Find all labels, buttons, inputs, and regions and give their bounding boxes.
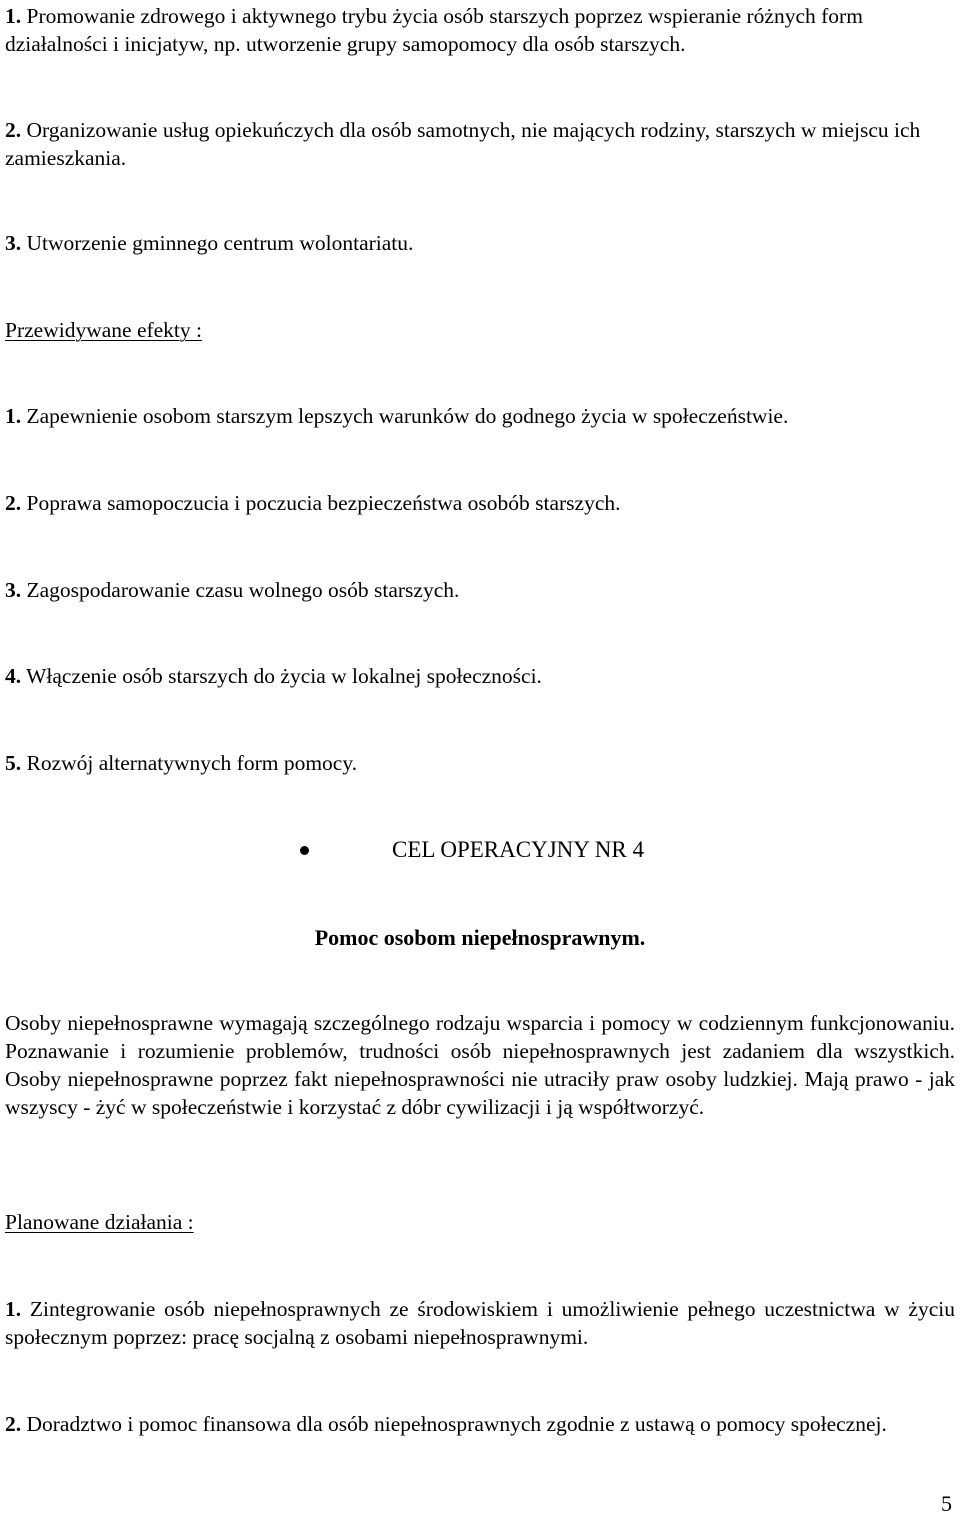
list-item [5, 489, 955, 517]
item-text: Zagospodarowanie czasu wolnego osób starszych. [21, 578, 460, 602]
item-text: Poprawa samopoczucia i poczucia bezpieczeństwa osobób starszych. [21, 491, 621, 515]
item-number: 2. [5, 1412, 22, 1436]
item-text: Włączenie osób starszych do życia w lokalnej społeczności. [21, 664, 542, 688]
item-number: 1. [5, 404, 22, 428]
item-number: 5. [5, 751, 22, 775]
list-item [5, 1410, 955, 1438]
item-number: 3. [5, 578, 22, 602]
item-text: Utworzenie gminnego centrum wolontariatu. [21, 231, 414, 255]
operational-goal-heading [0, 836, 960, 864]
item-number: 2. [5, 491, 22, 515]
item-number: 1. [5, 4, 22, 28]
item-text: Zintegrowanie osób niepełnosprawnych ze środowiskiem i umożliwienie pełnego uczestnictwa w życiu społecznym poprzez: pracę socjalną z osobami niepełnosprawnymi. [5, 1297, 955, 1349]
operational-goal-subtitle: Pomoc osobom niepełnosprawnym. [314, 925, 646, 950]
item-text: Organizowanie usług opiekuńczych dla osób samotnych, nie mających rodziny, starszych w miejscu ich zamieszkania. [5, 118, 921, 170]
list-item [5, 2, 955, 58]
item-number: 4. [5, 664, 22, 688]
list-item [5, 229, 955, 257]
list-item [5, 116, 955, 172]
item-number: 2. [5, 118, 22, 142]
intro-paragraph: Osoby niepełnosprawne wymagają szczególnego rodzaju wsparcia i pomocy w codziennym funkcjonowaniu. Poznawanie i rozumienie problemów, trudności osób niepełnosprawnych jest zadaniem dla wszystkich. Osoby niepełnosprawne poprzez fakt niepełnosprawności nie utraciły praw osoby ludzkiej. Mają prawo - jak wszyscy - żyć w społeczeństwie i korzystać z dóbr cywilizacji i ją współtworzyć. [5, 1011, 955, 1119]
operational-goal-title: CEL OPERACYJNY NR 4 [392, 837, 644, 862]
item-number: 1. [5, 1297, 22, 1321]
item-text: Rozwój alternatywnych form pomocy. [21, 751, 358, 775]
page-number: 5 [941, 1491, 952, 1516]
list-item [5, 402, 955, 430]
list-item [5, 662, 955, 690]
item-number: 3. [5, 231, 22, 255]
bullet-icon [300, 846, 309, 855]
list-item [5, 1295, 955, 1351]
item-text: Promowanie zdrowego i aktywnego trybu życia osób starszych poprzez wspieranie różnych form działalności i inicjatyw, np. utworzenie grupy samopomocy dla osób starszych. [5, 4, 863, 56]
item-text: Doradztwo i pomoc finansowa dla osób niepełnosprawnych zgodnie z ustawą o pomocy społecznej. [21, 1412, 887, 1436]
planned-actions-heading: Planowane działania : [5, 1210, 194, 1234]
effects-heading: Przewidywane efekty : [5, 318, 203, 342]
list-item [5, 749, 955, 777]
list-item [5, 576, 955, 604]
item-text: Zapewnienie osobom starszym lepszych warunków do godnego życia w społeczeństwie. [21, 404, 789, 428]
